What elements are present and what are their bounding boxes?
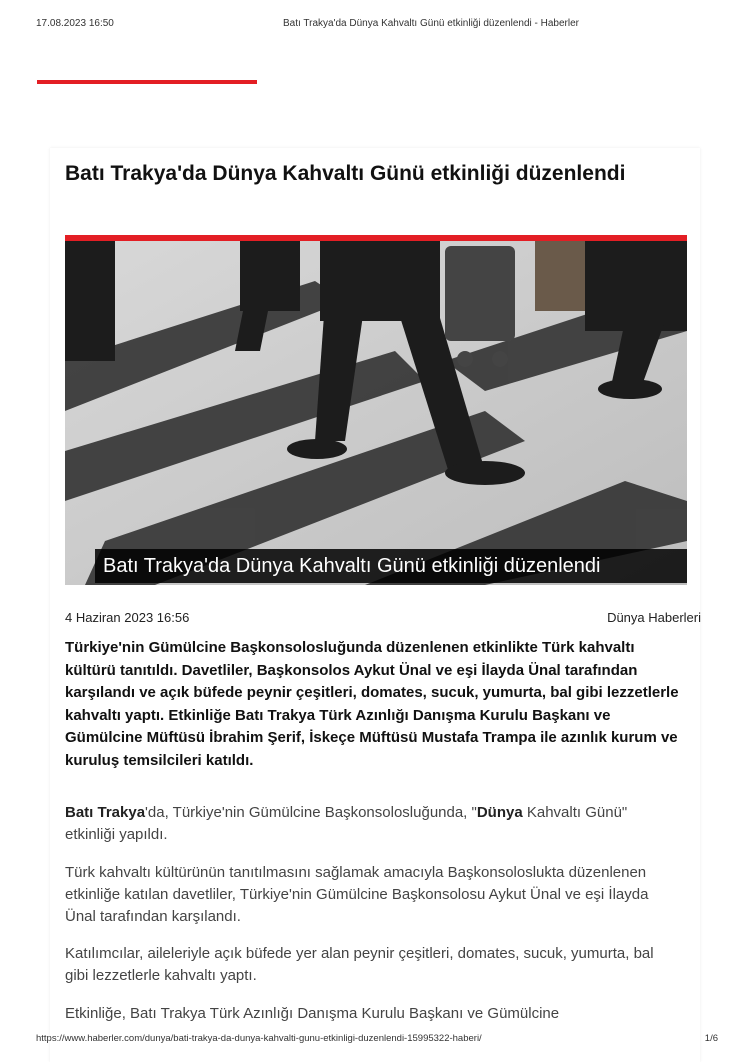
pedestrians-photo: [65, 241, 687, 585]
keyword-link[interactable]: Dünya: [476, 804, 523, 821]
article-paragraph: Katılımcılar, aileleriyle açık büfede yer alan peynir çeşitleri, domates, sucuk, yumurta, bal gibi lezzetlerle kahvaltı yaptı.: [65, 945, 654, 984]
page-number: 1/6: [704, 1033, 718, 1044]
hero-caption: Batı Trakya'da Dünya Kahvaltı Günü etkinliği düzenlendi: [95, 549, 687, 583]
page-url: https://www.haberler.com/dunya/bati-trakya-da-dunya-kahvalti-gunu-etkinligi-duzenlendi-15995322-haberi/: [36, 1033, 482, 1044]
keyword-link[interactable]: Batı Trakya: [65, 804, 146, 821]
article-paragraph: Etkinliğe, Batı Trakya Türk Azınlığı Danışma Kurulu Başkanı ve Gümülcine: [65, 1005, 560, 1022]
article-lead: Türkiye'nin Gümülcine Başkonsolosluğunda düzenlenen etkinlikte Türk kahvaltı kültürü tanıtıldı. Davetliler, Başkonsolos Aykut Ünal ve eşi İlayda Ünal tarafından karşılandı ve açık büfede peynir çeşitleri, domates, sucuk, yumurta, bal gibi lezzetlerle kahvaltı yaptı. Etkinliğe Batı Trakya Türk Azınlığı Danışma Kurulu Başkanı ve Gümülcine Müftüsü İbrahim Şerif, İskeçe Müftüsü Mustafa Trampa ile azınlık kurum ve kuruluş temsilcileri katıldı.: [65, 639, 679, 769]
brand-accent-bar: [37, 80, 257, 84]
article-paragraph: Batı Trakya'da, Türkiye'nin Gümülcine Başkonsolosluğunda, "Dünya Kahvaltı Günü" etkinliği yapıldı.: [65, 804, 628, 843]
article-date: 4 Haziran 2023 16:56: [65, 610, 190, 625]
print-datetime: 17.08.2023 16:50: [36, 18, 114, 29]
print-doc-title: Batı Trakya'da Dünya Kahvaltı Günü etkinliği düzenlendi - Haberler: [283, 18, 579, 29]
article-meta: [65, 610, 701, 625]
article-category-link[interactable]: Dünya Haberleri: [607, 610, 701, 625]
article-headline: Batı Trakya'da Dünya Kahvaltı Günü etkinliği düzenlendi: [65, 162, 626, 185]
hero-image: [65, 235, 687, 585]
article-paragraph: Türk kahvaltı kültürünün tanıtılmasını sağlamak amacıyla Başkonsoloslukta düzenlenen etkinliğe katılan davetliler, Türkiye'nin Gümülcine Başkonsolosu Aykut Ünal ve eşi İlayda Ünal tarafından karşılandı.: [65, 864, 649, 925]
